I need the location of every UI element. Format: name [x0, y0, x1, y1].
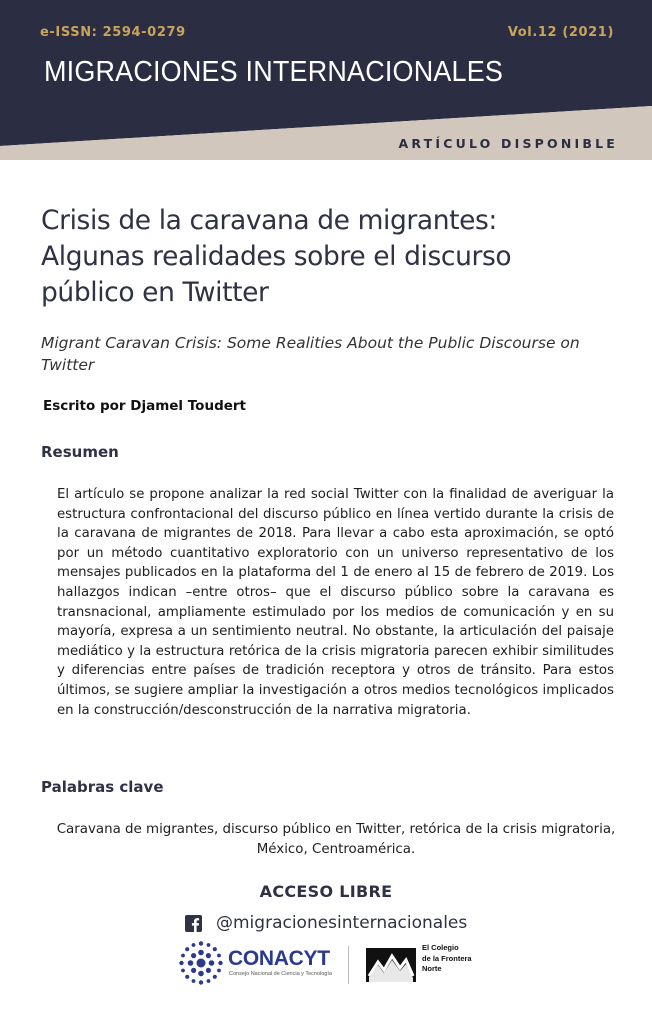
- colef-logo-icon: [366, 948, 416, 982]
- issn-label: e-ISSN: 2594-0279: [40, 25, 186, 40]
- colef-logo-text: [422, 943, 492, 975]
- article-author: Escrito por Djamel Toudert: [43, 398, 246, 414]
- colef-line-1: El Colegio: [422, 943, 459, 952]
- facebook-icon: [185, 915, 202, 932]
- open-access-label: ACCESO LIBRE: [259, 882, 393, 901]
- colef-line-3: Norte: [422, 964, 442, 973]
- abstract-text: El artículo se propone analizar la red social Twitter con la finalidad de averiguar la estructura confrontacional del discurso público en línea vertido durante la crisis de la caravana de migrantes de 2018. Para llevar a cabo esta aproximación, se optó por un método cuantitativo exploratorio con un universo representativo de los mensajes publicados en la plataforma del 1 de enero al 15 de febrero de 2019. Los hallazgos indican –entre otros– que el discurso público sobre la caravana es transnacional, ampliamente estimulado por los medios de comunicación y en su mayoría, expresa a un sentimiento neutral. No obstante, la articulación del paisaje mediático y la estructura retórica de la crisis migratoria parecen exhibir similitudes y diferencias entre países de tradición receptora y otros de tránsito. Para estos últimos, se sugiere ampliar la investigación a otros medios tecnológicos implicados en la construcción/desconstrucción de la narrativa migratoria.: [57, 487, 614, 718]
- facebook-handle: @migracionesinternacionales: [216, 913, 468, 933]
- abstract-heading: Resumen: [41, 443, 119, 461]
- availability-label: ARTÍCULO DISPONIBLE: [398, 136, 618, 151]
- journal-header: [0, 0, 652, 160]
- keywords-heading: Palabras clave: [41, 778, 164, 796]
- colef-line-2: de la Frontera: [422, 953, 472, 963]
- social-link[interactable]: [185, 911, 467, 935]
- article-title: Crisis de la caravana de migrantes: Algunas realidades sobre el discurso público en Twitter: [41, 205, 512, 308]
- conacyt-logo-icon: [178, 940, 224, 986]
- conacyt-logo-subtitle: Consejo Nacional de Ciencia y Tecnología: [229, 971, 332, 977]
- volume-label: Vol.12 (2021): [507, 25, 614, 40]
- sponsor-logos: [178, 940, 498, 988]
- keywords-text: Caravana de migrantes, discurso público en Twitter, retórica de la crisis migratoria, México, Centroamérica.: [56, 822, 616, 857]
- journal-name: MIGRACIONES INTERNACIONALES: [44, 56, 504, 88]
- article-subtitle: Migrant Caravan Crisis: Some Realities About the Public Discourse on Twitter: [41, 334, 580, 374]
- logo-divider: [348, 946, 349, 984]
- conacyt-logo-text: CONACYT: [228, 947, 330, 970]
